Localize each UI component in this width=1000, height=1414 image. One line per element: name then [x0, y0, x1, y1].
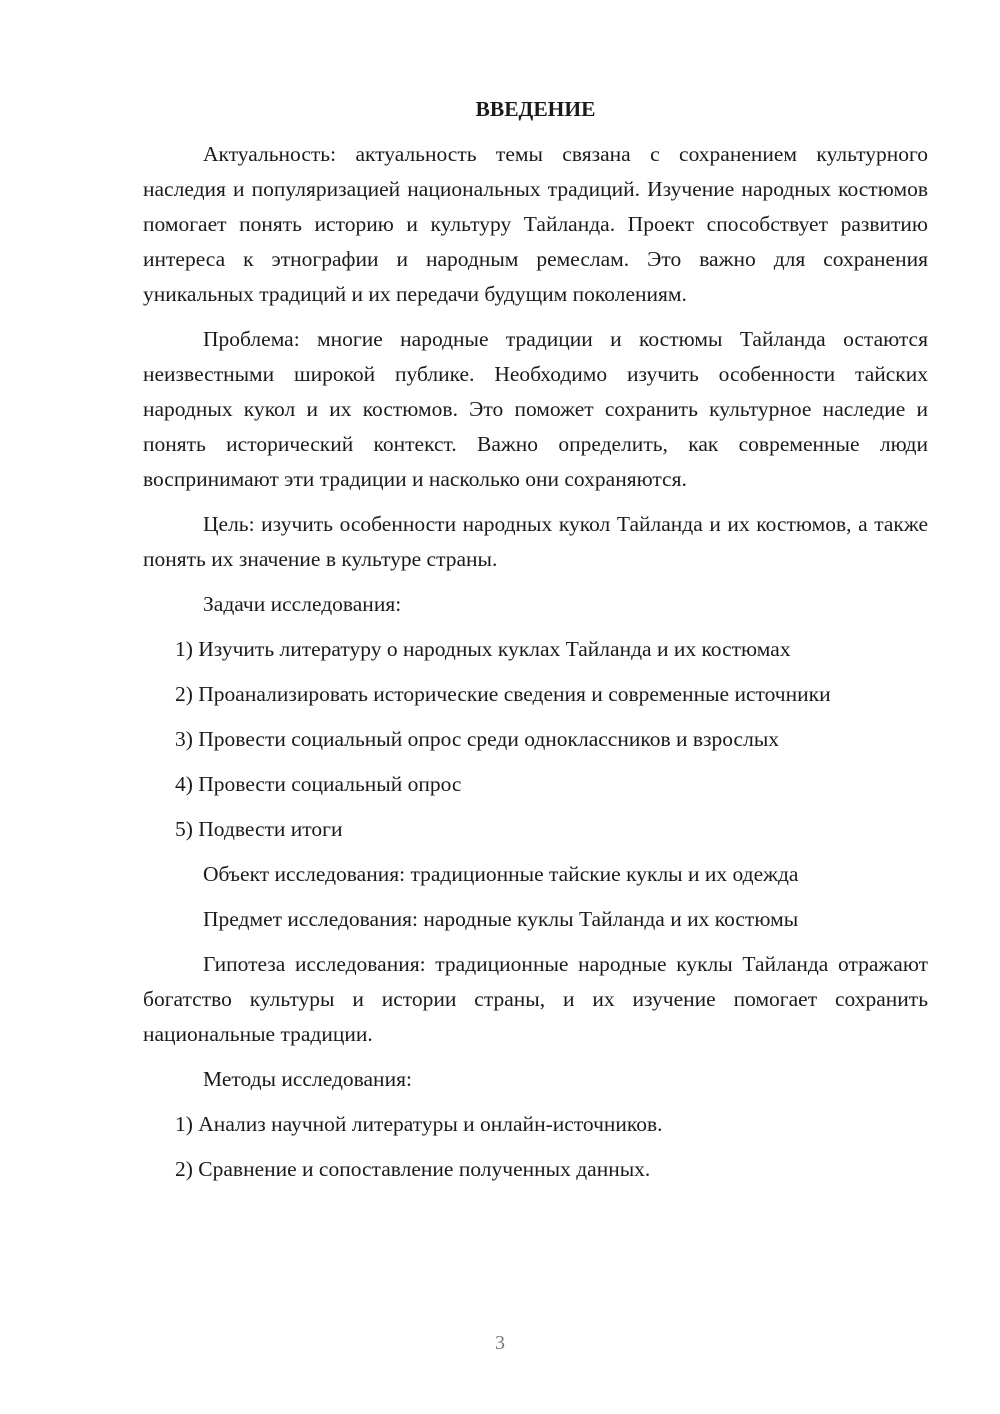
task-item-4: 4) Провести социальный опрос: [175, 772, 462, 796]
task-item-1: 1) Изучить литературу о народных куклах Тайланда и их костюмах: [175, 637, 791, 661]
task-item-2: 2) Проанализировать исторические сведения и современные источники: [175, 682, 831, 706]
relevance-paragraph: Актуальность: актуальность темы связана с сохранением культурного наследия и популяризацией национальных традиций. Изучение народных костюмов помогает понять историю и культуру Тайланда. Проект способствует развитию интереса к этнографии и народным ремеслам. Это важно для сохранения уникальных традиций и их передачи будущим поколениям.: [143, 142, 928, 306]
method-item-2: 2) Сравнение и сопоставление полученных данных.: [175, 1157, 651, 1181]
method-item-1: 1) Анализ научной литературы и онлайн-источников.: [175, 1112, 663, 1136]
task-item-5: 5) Подвести итоги: [175, 817, 343, 841]
hypothesis-paragraph: Гипотеза исследования: традиционные народные куклы Тайланда отражают богатство культуры и истории страны, и их изучение помогает сохранить национальные традиции.: [143, 952, 928, 1046]
task-item-3: 3) Провести социальный опрос среди одноклассников и взрослых: [175, 727, 780, 751]
methods-heading: Методы исследования:: [203, 1067, 412, 1091]
subject-line: Предмет исследования: народные куклы Тайланда и их костюмы: [203, 907, 799, 931]
document-page: [143, 92, 928, 1197]
page-number: 3: [495, 1332, 505, 1354]
problem-paragraph: Проблема: многие народные традиции и костюмы Тайланда остаются неизвестными широкой публике. Необходимо изучить особенности тайских народных кукол и их костюмов. Это поможет сохранить культурное наследие и понять исторический контекст. Важно определить, как современные люди воспринимают эти традиции и насколько они сохраняются.: [143, 327, 928, 491]
tasks-heading: Задачи исследования:: [203, 592, 402, 616]
goal-paragraph: Цель: изучить особенности народных кукол Тайланда и их костюмов, а также понять их значение в культуре страны.: [143, 512, 928, 571]
section-title: ВВЕДЕНИЕ: [475, 97, 596, 121]
object-line: Объект исследования: традиционные тайские куклы и их одежда: [203, 862, 799, 886]
